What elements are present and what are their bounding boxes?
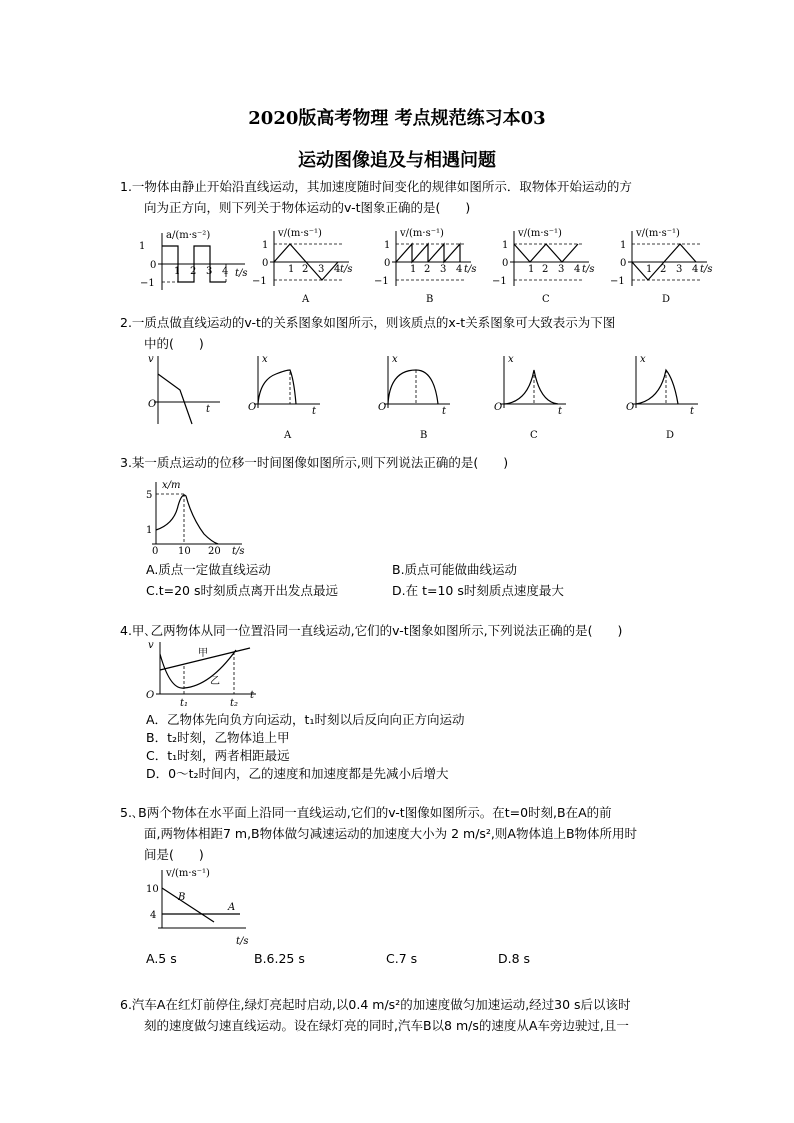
svg-text:x: x <box>392 354 398 365</box>
svg-text:v: v <box>148 354 154 365</box>
svg-text:O: O <box>626 402 635 413</box>
q4-option-C: C．t₁时刻，两者相距最远 <box>146 748 290 763</box>
svg-text:10: 10 <box>178 546 191 557</box>
svg-text:t: t <box>690 406 695 417</box>
svg-text:3: 3 <box>206 266 213 277</box>
svg-text:甲: 甲 <box>198 648 208 659</box>
svg-text:t/s: t/s <box>700 264 713 275</box>
question-1 <box>120 176 705 218</box>
svg-text:1: 1 <box>174 266 181 277</box>
svg-text:t: t <box>206 404 211 415</box>
q1-label-C: C <box>542 294 550 305</box>
q4-option-B: B．t₂时刻，乙物体追上甲 <box>146 730 290 745</box>
svg-text:B: B <box>420 430 428 441</box>
svg-text:t/s: t/s <box>464 264 477 275</box>
q5-text-line3: 间是( ) <box>144 847 204 862</box>
svg-text:0: 0 <box>262 258 269 269</box>
svg-text:x/m: x/m <box>162 480 181 491</box>
svg-text:t: t <box>442 406 447 417</box>
q5-option-A: A.5 s <box>146 951 177 966</box>
svg-text:−1: −1 <box>610 276 625 287</box>
q2-graph-B <box>378 352 458 444</box>
q1-text-line1: 1.一物体由静止开始沿直线运动，其加速度随时间变化的规律如图所示．取物体开始运动的方 <box>120 179 632 194</box>
svg-text:x: x <box>508 354 514 365</box>
svg-text:2: 2 <box>660 264 667 275</box>
svg-text:O: O <box>148 399 157 410</box>
q5-option-D: D.8 s <box>498 951 531 966</box>
svg-text:1: 1 <box>139 241 146 252</box>
q5-option-B: B.6.25 s <box>254 951 305 966</box>
svg-text:v/(m·s⁻¹): v/(m·s⁻¹) <box>636 228 680 239</box>
svg-text:D: D <box>666 430 675 441</box>
svg-text:A: A <box>284 430 292 441</box>
svg-text:1: 1 <box>384 240 391 251</box>
svg-text:4: 4 <box>222 266 229 277</box>
page-title: 2020版高考物理 考点规范练习本03 <box>248 108 546 129</box>
svg-text:0: 0 <box>620 258 627 269</box>
svg-text:4: 4 <box>334 264 341 275</box>
svg-text:1: 1 <box>288 264 295 275</box>
svg-text:x: x <box>262 354 268 365</box>
svg-text:0: 0 <box>152 546 159 557</box>
svg-text:1: 1 <box>646 264 653 275</box>
svg-text:1: 1 <box>528 264 535 275</box>
q5-text-line1: 5.､B两个物体在水平面上沿同一直线运动,它们的v-t图像如图所示。在t=0时刻,B在A的前 <box>120 805 612 820</box>
svg-text:v/(m·s⁻¹): v/(m·s⁻¹) <box>400 228 444 239</box>
svg-text:3: 3 <box>440 264 447 275</box>
q1-label-B: B <box>426 294 434 305</box>
svg-text:3: 3 <box>676 264 683 275</box>
q3-option-D: D.在 t=10 s时刻质点速度最大 <box>392 583 564 598</box>
q3-xt-graph <box>146 478 256 556</box>
svg-text:B: B <box>178 892 186 903</box>
svg-text:1: 1 <box>620 240 627 251</box>
q6-text-line1: 6.汽车A在红灯前停住,绿灯亮起时启动,以0.4 m/s²的加速度做匀加速运动,经过30 s后以该时 <box>120 997 631 1012</box>
svg-text:4: 4 <box>692 264 699 275</box>
q5-option-C: C.7 s <box>386 951 418 966</box>
svg-text:O: O <box>378 402 387 413</box>
svg-text:2: 2 <box>542 264 549 275</box>
q2-vt-graph <box>148 352 228 432</box>
svg-text:1: 1 <box>502 240 509 251</box>
q1-graph-C <box>494 226 599 308</box>
svg-text:t₁: t₁ <box>180 698 189 709</box>
svg-text:2: 2 <box>302 264 309 275</box>
svg-text:t: t <box>250 690 255 701</box>
q1-graph-B <box>376 226 481 308</box>
svg-text:v/(m·s⁻¹): v/(m·s⁻¹) <box>166 868 210 879</box>
q2-graph-A <box>248 352 328 444</box>
q2-text-line2: 中的( ) <box>144 336 204 351</box>
svg-text:2: 2 <box>424 264 431 275</box>
q2-text-line1: 2.一质点做直线运动的v-t的关系图象如图所示，则该质点的x-t关系图象可大致表示为下图 <box>120 315 616 330</box>
q1-label-D: D <box>662 294 671 305</box>
q3-option-C: C.t=20 s时刻质点离开出发点最远 <box>146 583 338 598</box>
q5-text-line2: 面,两物体相距7 m,B物体做匀减速运动的加速度大小为 2 m/s²,则A物体追上B物体所用时 <box>144 826 638 841</box>
svg-text:t: t <box>558 406 563 417</box>
svg-text:10: 10 <box>146 884 159 895</box>
svg-text:2: 2 <box>190 266 197 277</box>
svg-text:t/s: t/s <box>340 264 353 275</box>
svg-text:O: O <box>494 402 503 413</box>
svg-text:1: 1 <box>146 525 153 536</box>
svg-text:v: v <box>148 640 154 651</box>
svg-text:t/s: t/s <box>235 268 248 279</box>
q3-option-B: B.质点可能做曲线运动 <box>392 562 518 577</box>
svg-text:4: 4 <box>574 264 581 275</box>
q1-at-graph <box>140 228 250 298</box>
q6-text-line2: 刻的速度做匀速直线运动。设在绿灯亮的同时,汽车B以8 m/s的速度从A车旁边驶过,且一 <box>144 1018 629 1033</box>
q4-vt-graph <box>146 638 266 708</box>
svg-text:0: 0 <box>150 260 157 271</box>
svg-text:4: 4 <box>456 264 463 275</box>
svg-text:t: t <box>312 406 317 417</box>
svg-text:−1: −1 <box>492 276 507 287</box>
svg-text:20: 20 <box>208 546 221 557</box>
svg-text:3: 3 <box>318 264 325 275</box>
question-4: 4.甲､乙两物体从同一位置沿同一直线运动,它们的v-t图象如图所示,下列说法正确的是( ) <box>120 623 623 638</box>
svg-text:乙: 乙 <box>210 676 220 687</box>
question-2 <box>120 312 705 354</box>
q2-graph-D <box>626 352 706 444</box>
q4-option-D: D．0～t₂时间内，乙的速度和加速度都是先减小后增大 <box>146 766 449 781</box>
svg-text:A: A <box>228 902 236 913</box>
svg-text:−1: −1 <box>140 278 155 289</box>
q2-graph-C <box>494 352 574 444</box>
svg-text:v/(m·s⁻¹): v/(m·s⁻¹) <box>278 228 322 239</box>
q1-at-ylabel: a/(m·s⁻²) <box>166 230 211 241</box>
q3-option-A: A.质点一定做直线运动 <box>146 562 271 577</box>
svg-text:0: 0 <box>502 258 509 269</box>
svg-text:t/s: t/s <box>236 936 249 947</box>
svg-text:t₂: t₂ <box>230 698 239 709</box>
question-5 <box>120 802 705 865</box>
question-3: 3.某一质点运动的位移一时间图像如图所示,则下列说法正确的是( ) <box>120 455 509 470</box>
svg-text:1: 1 <box>262 240 269 251</box>
q1-graph-A <box>254 226 359 308</box>
svg-text:4: 4 <box>150 910 157 921</box>
svg-text:v/(m·s⁻¹): v/(m·s⁻¹) <box>518 228 562 239</box>
svg-text:t/s: t/s <box>232 546 245 557</box>
page-subtitle: 运动图像追及与相遇问题 <box>298 150 496 171</box>
q1-graph-D <box>612 226 717 308</box>
svg-text:−1: −1 <box>252 276 267 287</box>
q5-vt-graph <box>146 866 256 946</box>
svg-text:−1: −1 <box>374 276 389 287</box>
question-6 <box>120 994 705 1036</box>
svg-text:t/s: t/s <box>582 264 595 275</box>
q1-label-A: A <box>302 294 310 305</box>
svg-text:C: C <box>530 430 538 441</box>
q1-text-line2: 向为正方向，则下列关于物体运动的v-t图象正确的是( ) <box>144 200 471 215</box>
svg-text:x: x <box>640 354 646 365</box>
svg-text:0: 0 <box>384 258 391 269</box>
q4-option-A: A．乙物体先向负方向运动，t₁时刻以后反向向正方向运动 <box>146 712 465 727</box>
svg-text:O: O <box>146 690 155 701</box>
svg-text:5: 5 <box>146 490 153 501</box>
svg-text:O: O <box>248 402 257 413</box>
svg-text:3: 3 <box>558 264 565 275</box>
svg-text:1: 1 <box>410 264 417 275</box>
